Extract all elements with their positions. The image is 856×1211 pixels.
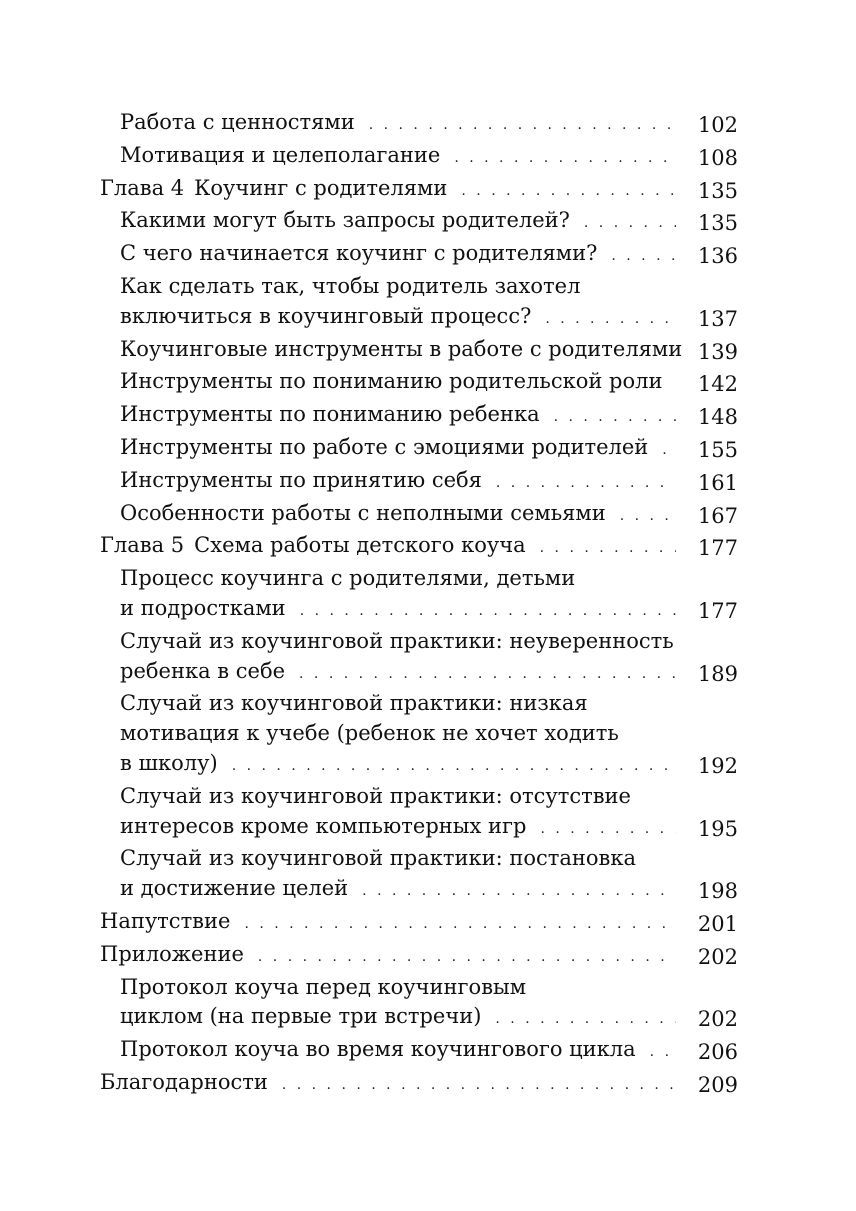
toc-entry-title — [120, 302, 531, 332]
toc-entry-title — [120, 812, 526, 842]
toc-entry-title — [120, 400, 540, 430]
toc-page-number: 102 — [697, 113, 738, 137]
toc-entry-title — [120, 594, 286, 624]
toc-section-entry — [100, 973, 738, 1036]
toc-entry-title-text: Инструменты по работе с эмоциями родителей — [120, 434, 649, 459]
toc-entry-title — [120, 1002, 481, 1032]
dot-leader — [300, 597, 676, 627]
chapter-number: Глава 4 — [100, 175, 185, 200]
toc-page-number: 189 — [697, 661, 738, 686]
toc-entry-leader-row — [100, 174, 684, 207]
toc-entry-title — [120, 874, 348, 904]
toc-entry-leader-row — [120, 433, 684, 466]
dot-leader — [282, 1071, 676, 1101]
toc-entry-leader-row — [100, 1068, 684, 1101]
dot-leader — [454, 144, 676, 174]
toc-entry-title — [120, 141, 440, 171]
toc-entry-title — [120, 499, 606, 529]
toc-chapter-entry — [100, 1068, 738, 1101]
toc-entry-title-line: Случай из коучинговой практики: отсутствие — [120, 783, 631, 808]
toc-entry-title — [100, 907, 230, 937]
toc-page-number: 195 — [697, 816, 738, 841]
toc-chapter-entry — [100, 174, 738, 207]
dot-leader — [540, 815, 676, 845]
toc-entry-title-text: Особенности работы с неполными семьями — [120, 500, 606, 525]
toc-entry-leader-row — [120, 499, 684, 532]
dot-leader — [244, 910, 676, 940]
toc-entry-title-text: Благодарности — [100, 1069, 268, 1094]
toc-entry-title-text: Протокол коуча во время коучингового цикла — [120, 1037, 636, 1062]
toc-entry-leader-row — [100, 907, 684, 940]
dot-leader — [496, 469, 676, 499]
toc-entry-leader-row — [120, 812, 684, 845]
toc-entry-title — [120, 239, 597, 269]
dot-leader — [258, 943, 676, 973]
toc-section-entry — [100, 844, 738, 907]
dot-leader — [362, 877, 676, 907]
toc-page-number: 135 — [697, 178, 738, 203]
toc-entry-leader-row — [120, 466, 684, 499]
toc-chapter-entry — [100, 531, 738, 564]
toc-page-number: 161 — [697, 470, 738, 495]
toc-section-entry — [100, 239, 738, 272]
toc-entry-title-text: циклом (на первые три встречи) — [120, 1004, 482, 1029]
toc-section-entry — [100, 1035, 738, 1068]
toc-entry-leader-row — [120, 239, 684, 272]
toc-section-entry — [100, 400, 738, 433]
toc-section-entry — [100, 564, 738, 627]
dot-leader — [584, 209, 676, 239]
toc-page-number: 137 — [697, 306, 738, 331]
toc-section-entry — [100, 272, 738, 335]
toc-entry-title-line: Случай из коучинговой практики: неуверенность — [120, 628, 674, 653]
toc-entry-title-line: Протокол коуча перед коучинговым — [120, 974, 527, 999]
toc-entry-title — [120, 206, 570, 236]
toc-page-number: 139 — [697, 339, 738, 364]
toc-entry-title-text: Приложение — [100, 941, 244, 966]
toc-entry-title-text: Мотивация и целеполагание — [120, 142, 441, 167]
toc-entry-title-text: Работа с ценностями — [120, 110, 355, 134]
dot-leader — [495, 1005, 676, 1035]
toc-entry-leader-row — [100, 940, 684, 973]
toc-entry-title-text: Коучинговые инструменты в работе с родителями — [120, 336, 683, 361]
toc-page-number: 209 — [697, 1072, 738, 1097]
toc-page-number: 148 — [697, 405, 738, 430]
toc-entry-title-text: Напутствие — [100, 908, 231, 933]
toc-entry-leader-row — [100, 531, 684, 564]
table-of-contents — [100, 108, 738, 1101]
toc-entry-title — [100, 531, 526, 561]
toc-entry-title — [100, 1068, 268, 1098]
dot-leader — [611, 242, 676, 272]
toc-entry-title-line: Случай из коучинговой практики: постановка — [120, 846, 636, 871]
dot-leader — [554, 403, 676, 433]
toc-section-entry — [100, 627, 738, 690]
toc-section-entry — [100, 499, 738, 532]
toc-page-number: 135 — [697, 211, 738, 236]
toc-entry-title-line: Как сделать так, чтобы родитель захотел — [120, 273, 581, 298]
toc-entry-title — [120, 1035, 636, 1065]
toc-section-entry — [100, 433, 738, 466]
toc-entry-title — [120, 657, 285, 687]
toc-entry-leader-row — [120, 400, 684, 433]
toc-entry-title-text: Какими могут быть запросы родителей? — [120, 208, 570, 233]
dot-leader — [545, 305, 676, 335]
dot-leader — [662, 436, 676, 466]
toc-entry-leader-row — [120, 206, 684, 239]
chapter-number: Глава 5 — [100, 533, 185, 558]
toc-page-number: 202 — [697, 1007, 738, 1032]
toc-entry-title-text: С чего начинается коучинг с родителями? — [120, 241, 598, 266]
dot-leader — [620, 502, 676, 532]
toc-page-number: 206 — [697, 1040, 738, 1065]
toc-entry-title-text: включиться в коучинговый процесс? — [120, 303, 532, 328]
toc-entry-title-text: и подростками — [120, 595, 286, 620]
toc-section-entry — [100, 335, 738, 368]
toc-entry-title-text: в школу) — [120, 750, 218, 775]
dot-leader — [232, 752, 676, 782]
toc-entry-leader-row — [120, 302, 684, 335]
dot-leader — [540, 534, 676, 564]
dot-leader — [650, 1038, 676, 1068]
toc-entry-leader-row — [120, 594, 684, 627]
toc-entry-leader-row — [120, 1002, 684, 1035]
toc-section-entry — [100, 206, 738, 239]
toc-entry-title-text: Инструменты по принятию себя — [120, 467, 482, 492]
toc-section-entry — [100, 689, 738, 781]
toc-entry-title-text: Инструменты по пониманию родительской роли — [120, 369, 663, 394]
toc-page-number: 177 — [697, 536, 738, 561]
dot-leader — [299, 660, 676, 690]
toc-entry-leader-row — [120, 367, 684, 400]
toc-chapter-entry — [100, 940, 738, 973]
toc-entry-leader-row — [120, 141, 684, 174]
toc-entry-title — [100, 174, 447, 204]
toc-entry-title-text: и достижение целей — [120, 876, 349, 901]
toc-entry-title — [120, 466, 482, 496]
dot-leader — [369, 111, 676, 141]
toc-entry-title-line: мотивация к учебе (ребенок не хочет ходить — [120, 721, 619, 746]
toc-entry-title-text: Инструменты по пониманию ребенка — [120, 402, 540, 427]
toc-page-number: 108 — [697, 145, 738, 170]
toc-entry-title — [120, 367, 662, 397]
toc-page-number: 142 — [697, 372, 738, 397]
toc-page-number: 177 — [697, 598, 738, 623]
toc-entry-title-text: Коучинг с родителями — [194, 175, 448, 200]
toc-page-number: 201 — [697, 911, 738, 936]
toc-entry-title — [120, 749, 218, 779]
toc-page-number: 136 — [697, 244, 738, 269]
toc-page-number: 167 — [697, 503, 738, 528]
toc-entry-title-line: Случай из коучинговой практики: низкая — [120, 691, 588, 716]
toc-section-entry — [100, 782, 738, 845]
toc-entry-title — [120, 433, 648, 463]
toc-section-entry — [100, 466, 738, 499]
dot-leader — [461, 177, 676, 207]
toc-entry-leader-row — [120, 1035, 684, 1068]
toc-entry-title — [120, 335, 682, 365]
toc-entry-leader-row — [120, 657, 684, 690]
toc-entry-title — [100, 940, 244, 970]
toc-page-number: 192 — [697, 753, 738, 778]
toc-entry-leader-row — [120, 335, 684, 368]
toc-entry-title-text: интересов кроме компьютерных игр — [120, 813, 527, 838]
toc-entry-title-text: Схема работы детского коуча — [194, 533, 526, 558]
toc-page-number: 155 — [697, 437, 738, 462]
toc-section-entry — [100, 367, 738, 400]
toc-entry-title-line: Процесс коучинга с родителями, детьми — [120, 566, 576, 591]
toc-section-entry — [100, 108, 738, 141]
toc-entry-leader-row — [120, 108, 684, 141]
toc-entry-leader-row — [120, 749, 684, 782]
toc-section-entry — [100, 141, 738, 174]
toc-entry-title — [120, 108, 355, 138]
toc-entry-leader-row — [120, 874, 684, 907]
toc-chapter-entry — [100, 907, 738, 940]
toc-page-number: 202 — [697, 944, 738, 969]
toc-page-number: 198 — [697, 879, 738, 904]
toc-entry-title-text: ребенка в себе — [120, 658, 286, 683]
